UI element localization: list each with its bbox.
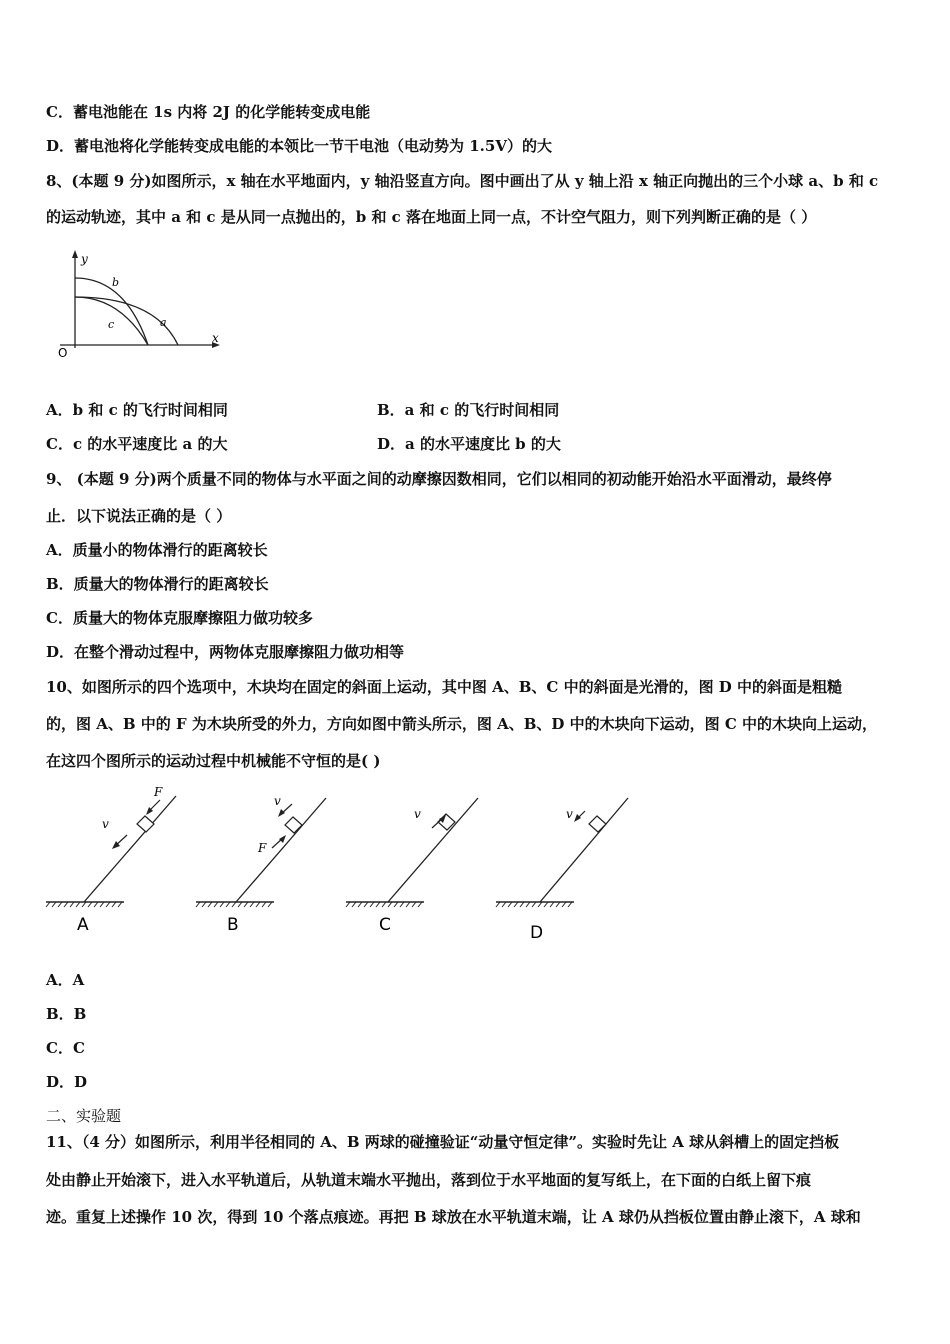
q10-option-d: D．D (46, 1073, 88, 1091)
q9-option-b: B．质量大的物体滑行的距离较长 (46, 575, 269, 593)
q8-stem-line1: 8、(本题 9 分)如图所示，x 轴在水平地面内，y 轴沿竖直方向。图中画出了从 y 轴上沿 x 轴正向抛出的三个小球 a、b 和 c (46, 172, 879, 190)
curve-c-label: c (108, 318, 115, 331)
q7-option-d: D．蓄电池将化学能转变成电能的本领比一节干电池（电动势为 1.5V）的大 (46, 137, 552, 155)
incline (540, 798, 628, 902)
incline (84, 796, 176, 902)
figure-label: A (77, 915, 89, 935)
incline (388, 798, 478, 902)
velocity-label: v (102, 817, 109, 831)
q8-option-d: D．a 的水平速度比 b 的大 (377, 435, 561, 453)
velocity-label: v (414, 807, 421, 821)
q10-figure-c (344, 780, 484, 940)
q11-stem-line3: 迹。重复上述操作 10 次，得到 10 个落点痕迹。再把 B 球放在水平轨道末端，让 A 球仍从挡板位置由静止滚下，A 球和 (46, 1208, 861, 1226)
force-label: F (258, 841, 267, 855)
q10-option-b: B．B (46, 1005, 87, 1023)
q10-figure-d (494, 780, 634, 940)
figure-label: D (530, 923, 544, 940)
q9-option-c: C．质量大的物体克服摩擦阻力做功较多 (46, 609, 313, 627)
q7-option-c: C．蓄电池能在 1s 内将 2J 的化学能转变成电能 (46, 103, 371, 121)
figure-label: B (227, 915, 239, 935)
velocity-label: v (274, 794, 281, 808)
q9-option-a: A．质量小的物体滑行的距离较长 (46, 541, 268, 559)
velocity-label: v (566, 807, 573, 821)
curve-a-label: a (160, 316, 167, 329)
q9-stem-line2: 止．以下说法正确的是（ ） (46, 507, 232, 525)
section-title: 二、实验题 (46, 1107, 122, 1125)
q9-option-d: D．在整个滑动过程中，两物体克服摩擦阻力做功相等 (46, 643, 405, 661)
q10-option-a: A．A (46, 971, 85, 989)
origin-label: O (58, 346, 68, 360)
q8-stem-line2: 的运动轨迹，其中 a 和 c 是从同一点抛出的，b 和 c 落在地面上同一点，不计空气阻力，则下列判断正确的是（ ） (46, 208, 817, 226)
q10-figure-b (194, 780, 334, 940)
q10-stem-line3: 在这四个图所示的运动过程中机械能不守恒的是( ) (46, 752, 381, 770)
q8-option-a: A．b 和 c 的飞行时间相同 (46, 401, 228, 419)
q8-option-b: B．a 和 c 的飞行时间相同 (377, 401, 560, 419)
q10-figure-a (44, 780, 184, 940)
q10-stem-line2: 的，图 A、B 中的 F 为木块所受的外力，方向如图中箭头所示，图 A、B、D 中的木块向下运动，图 C 中的木块向上运动， (46, 715, 878, 733)
q9-stem-line1: 9、 (本题 9 分)两个质量不同的物体与水平面之间的动摩擦因数相同，它们以相同的初动能开始沿水平面滑动，最终停 (46, 470, 832, 488)
block (589, 816, 606, 832)
block (285, 817, 302, 833)
q10-option-c: C．C (46, 1039, 85, 1057)
curve-b-label: b (112, 276, 120, 289)
y-axis-label: y (81, 252, 88, 266)
x-axis-label: x (212, 331, 219, 345)
y-axis-arrow-icon (72, 250, 78, 258)
q8-trajectory-figure (50, 248, 230, 366)
figure-label: C (379, 915, 391, 935)
q8-option-c: C．c 的水平速度比 a 的大 (46, 435, 228, 453)
q11-stem-line1: 11、（4 分）如图所示，利用半径相同的 A、B 两球的碰撞验证“动量守恒定律”。实验时先让 A 球从斜槽上的固定挡板 (46, 1133, 840, 1151)
q11-stem-line2: 处由静止开始滚下，进入水平轨道后，从轨道末端水平抛出，落到位于水平地面的复写纸上，在下面的白纸上留下痕 (46, 1171, 812, 1189)
force-label: F (154, 785, 163, 799)
q10-stem-line1: 10、如图所示的四个选项中，木块均在固定的斜面上运动，其中图 A、B、C 中的斜面是光滑的，图 D 中的斜面是粗糙 (46, 678, 843, 696)
block (137, 816, 154, 832)
